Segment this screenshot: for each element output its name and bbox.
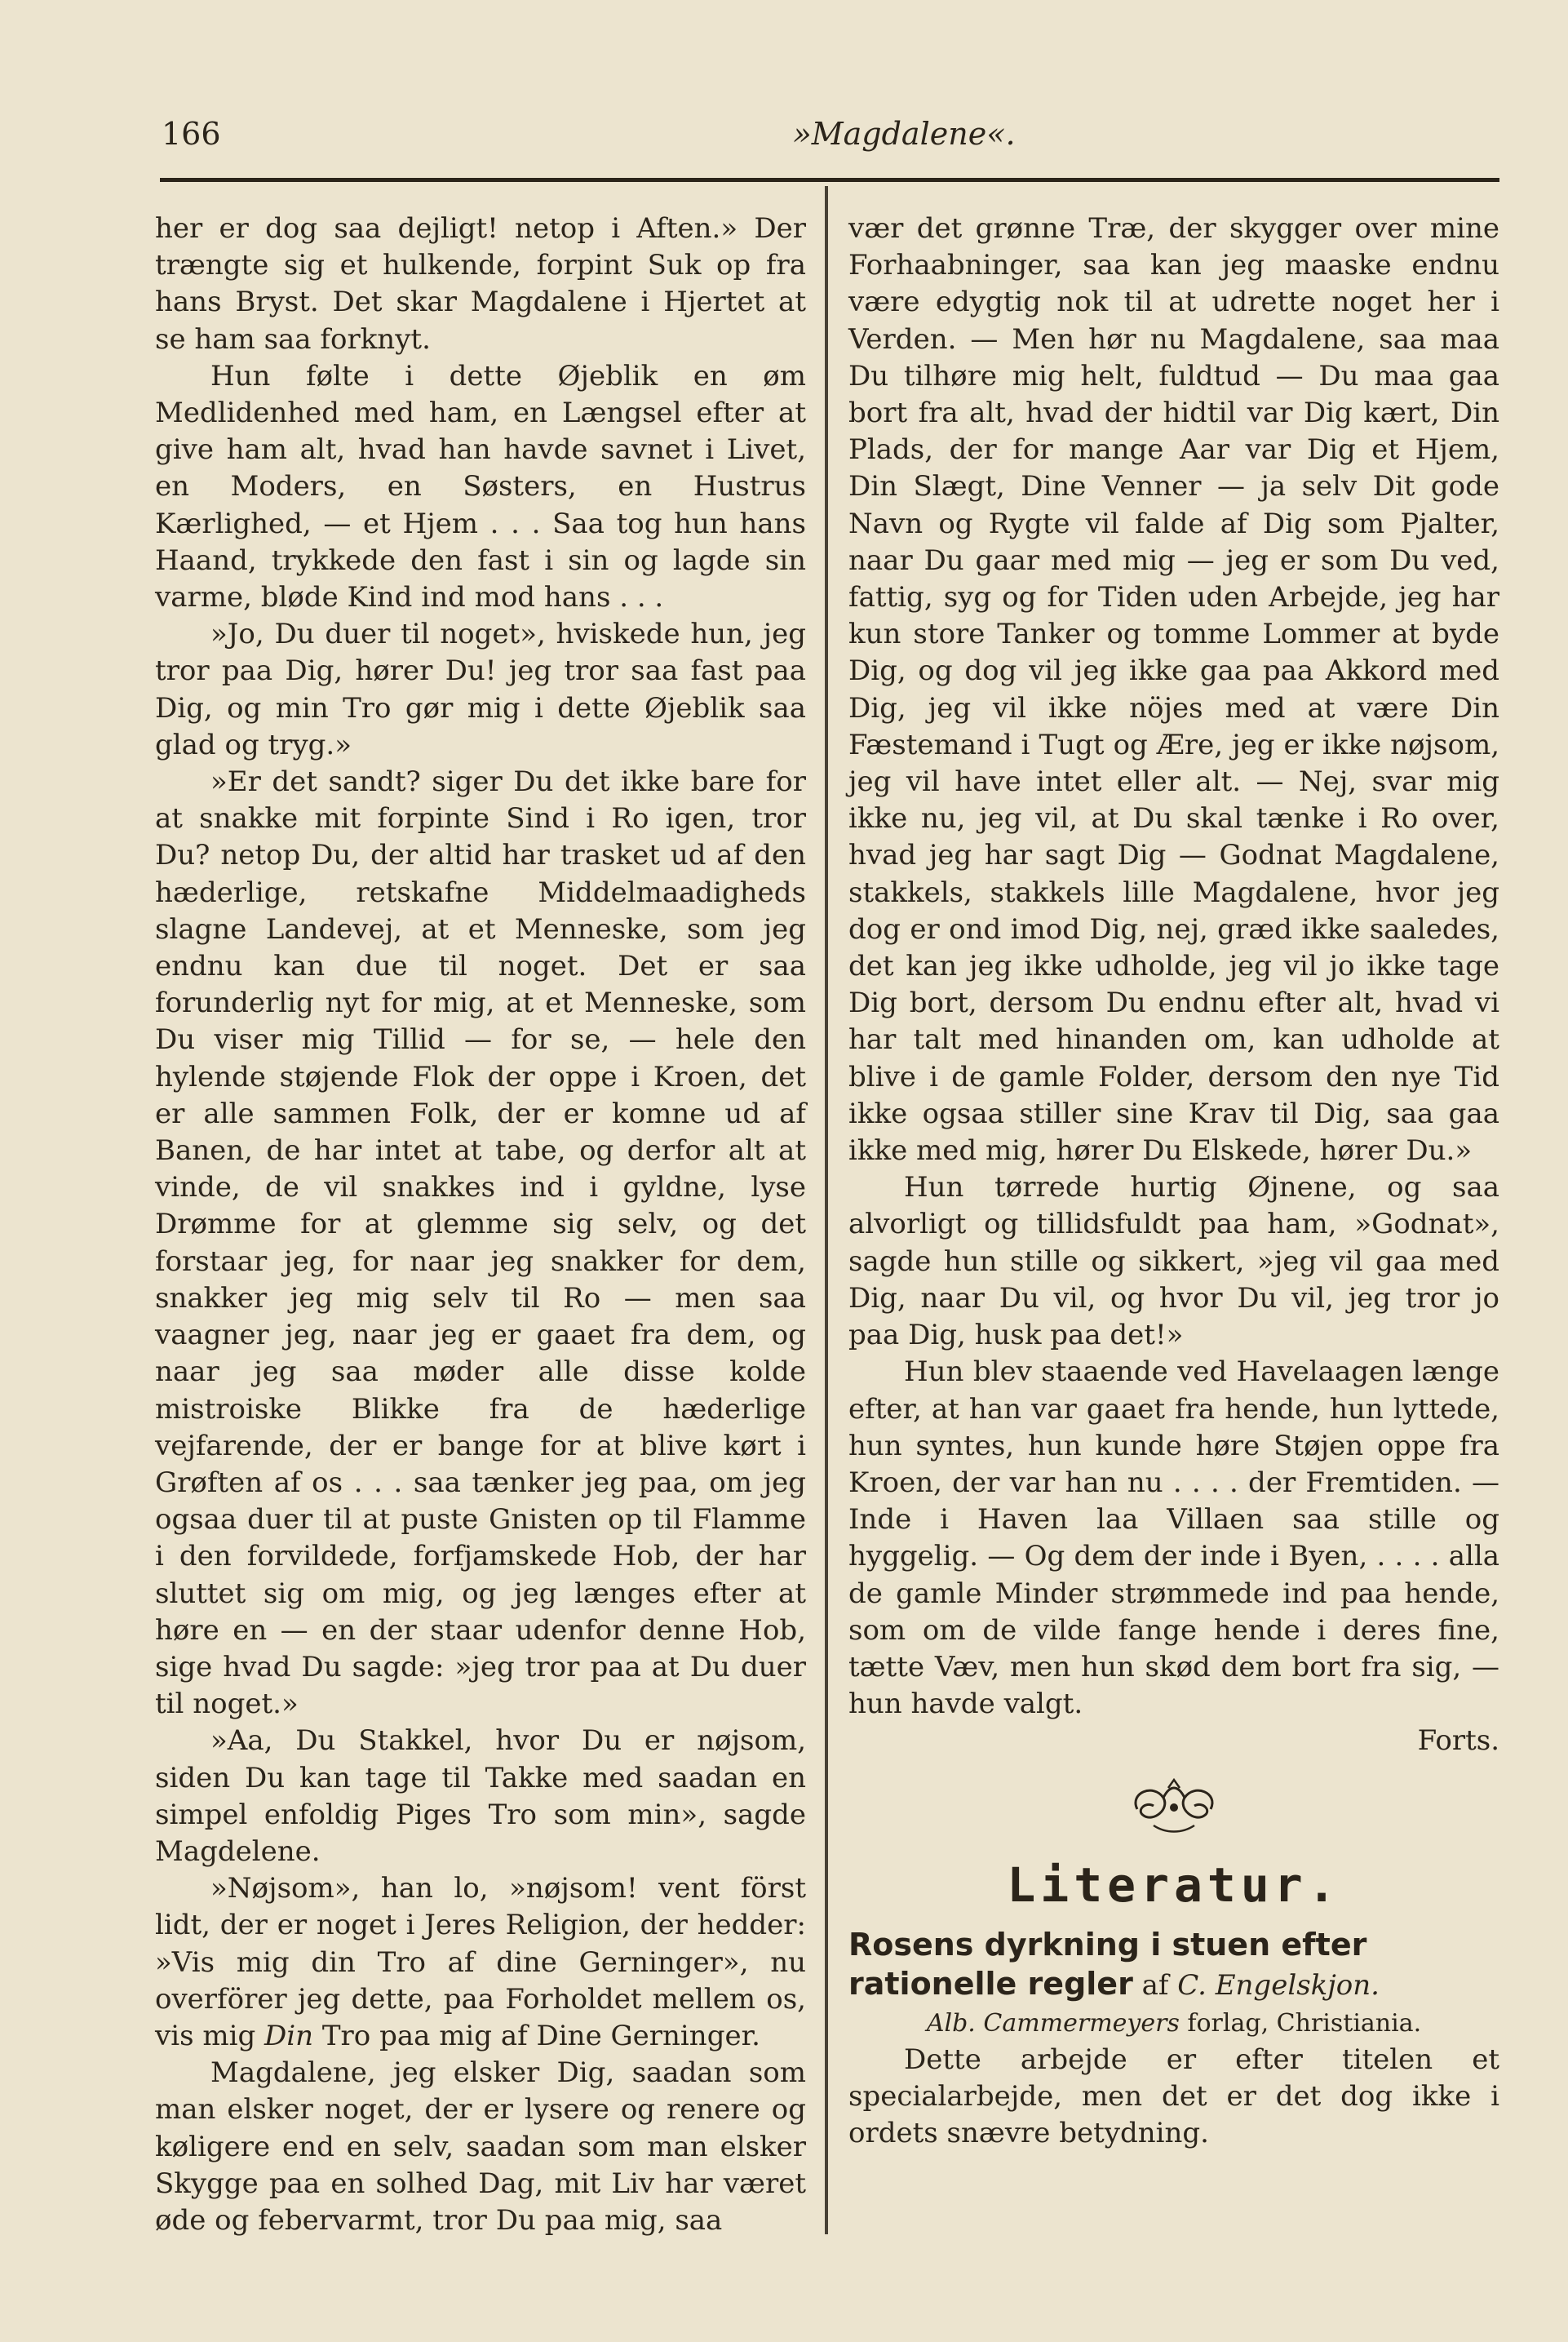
paragraph: Hun tørrede hurtig Øjnene, og saa alvorligt og tillidsfuldt paa ham, »Godnat», sagde hun stille og sikkert, »jeg vil gaa med Dig, naar Du vil, og hvor Du vil, jeg tror jo paa Dig, husk paa det!» bbox=[848, 1171, 1499, 1352]
ornament-icon bbox=[1121, 1776, 1227, 1835]
right-column bbox=[848, 211, 1499, 2152]
running-title: »Magdalene«. bbox=[792, 116, 1016, 152]
paragraph: »Aa, Du Stakkel, hvor Du er nøjsom, siden Du kan tage til Takke med saadan en simpel enfoldig Piges Tro som min», sagde Magdelene. bbox=[155, 1724, 806, 1868]
review-title bbox=[848, 1925, 1499, 2005]
paragraph: »Jo, Du duer til noget», hviskede hun, jeg tror paa Dig, hører Du! jeg tror saa fast paa Dig, og min Tro gør mig i dette Øjeblik saa glad og tryg.» bbox=[155, 618, 806, 761]
paragraph: Hun blev staaende ved Havelaagen længe efter, at han var gaaet fra hende, hun lyttede, hun syntes, hun kunde høre Støjen oppe fra Kroen, der var han nu . . . . der Fremtiden. — Inde i Haven laa Villaen saa stille og hyggelig. — Og dem der inde i Byen, . . . . alla de gamle Minder strømmede ind paa hende, som om de vilde fange hende i deres fine, tætte Væv, men hun skød dem bort fra sig, — hun havde valgt. bbox=[848, 1355, 1499, 1721]
by-word: af bbox=[1132, 1968, 1178, 2002]
paragraph bbox=[155, 1870, 806, 2055]
left-column bbox=[155, 211, 806, 2239]
publisher-name: Alb. Cammermeyers bbox=[926, 2008, 1180, 2038]
review-text: Dette arbejde er efter titelen et specialarbejde, men det er det dog ikke i ordets snævre betydning. bbox=[848, 2043, 1499, 2150]
book-title: Rosens dyrkning i stuen efter rationelle regler bbox=[848, 1926, 1367, 2002]
page-number: 166 bbox=[162, 116, 221, 152]
emphasis: Din bbox=[264, 2019, 314, 2052]
publisher-rest: forlag, Christiania. bbox=[1179, 2008, 1422, 2038]
paragraph-text: Tro paa mig af Dine Gerninger. bbox=[313, 2019, 760, 2052]
paragraph: Magdalene, jeg elsker Dig, saadan som man elsker noget, der er lysere og renere og køligere end en selv, saadan som man elsker Skygge paa en solhed Dag, mit Liv har været øde og febervarmt, tror Du paa mig, saa bbox=[155, 2056, 806, 2237]
page-header bbox=[162, 116, 1499, 165]
paragraph: her er dog saa dejligt! netop i Aften.» Der trængte sig et hulkende, forpint Suk op fra hans Bryst. Det skar Magdalene i Hjertet at se ham saa forknyt. bbox=[155, 212, 806, 356]
publisher-line bbox=[848, 2005, 1499, 2042]
header-rule bbox=[160, 178, 1499, 182]
column-divider bbox=[825, 186, 828, 2234]
paragraph: Hun følte i dette Øjeblik en øm Medlidenhed med ham, en Længsel efter at give ham alt, hvad han havde savnet i Livet, en Moders, en Søsters, en Hustrus Kærlighed, — et Hjem . . . Saa tog hun hans Haand, trykkede den fast i sin og lagde sin varme, bløde Kind ind mod hans . . . bbox=[155, 359, 806, 614]
book-author: C. Engelskjon. bbox=[1177, 1968, 1380, 2002]
paragraph: »Er det sandt? siger Du det ikke bare for at snakke mit forpinte Sind i Ro igen, tror Du? netop Du, der altid har trasket ud af den hæderlige, retskafne Middelmaadigheds slagne Landevej, at et Menneske, som jeg endnu kan due til noget. Det er saa forunderlig nyt for mig, at et Menneske, som Du viser mig Tillid — for se, — hele den hylende støjende Flok der oppe i Kroen, det er alle sammen Folk, der er komne ud af Banen, de har intet at tabe, og derfor alt at vinde, de vil snakkes ind i gyldne, lyse Drømme for at glemme sig selv, og det forstaar jeg, for naar jeg snakker for dem, snakker jeg mig selv til Ro — men saa vaagner jeg, naar jeg er gaaet fra dem, og naar jeg saa møder alle disse kolde mistroiske Blikke fra de hæderlige vejfarende, der er bange for at blive kørt i Grøften af os . . . saa tænker jeg paa, om jeg ogsaa duer til at puste Gnisten op til Flamme i den forvildede, forfjamskede Hob, der har sluttet sig om mig, og jeg længes efter at høre en — en der staar udenfor denne Hob, sige hvad Du sagde: »jeg tror paa at Du duer til noget.» bbox=[155, 765, 806, 1721]
paragraph-text: »Nøjsom», han lo, »nøjsom! vent först lidt, der er noget i Jeres Religion, der hedder: »Vis mig din Tro af dine Gerninger», nu overförer jeg dette, paa Forholdet mellem os, vis mig bbox=[155, 1872, 806, 2052]
continued-marker: Forts. bbox=[1417, 1724, 1499, 1758]
section-heading: Literatur. bbox=[1007, 1856, 1341, 1913]
paragraph: vær det grønne Træ, der skygger over mine Forhaabninger, saa kan jeg maaske endnu være edygtig nok til at udrette noget her i Verden. — Men hør nu Magdalene, saa maa Du tilhøre mig helt, fuldtud — Du maa gaa bort fra alt, hvad der hidtil var Dig kært, Din Plads, der for mange Aar var Dig et Hjem, Din Slægt, Dine Venner — ja selv Dit gode Navn og Rygte vil falde af Dig som Pjalter, naar Du gaar med mig — jeg er som Du ved, fattig, syg og for Tiden uden Arbejde, jeg har kun store Tanker og tomme Lommer at byde Dig, og dog vil jeg ikke gaa paa Akkord med Dig, jeg vil ikke nöjes med at være Din Fæstemand i Tugt og Ære, jeg er ikke nøjsom, jeg vil have intet eller alt. — Nej, svar mig ikke nu, jeg vil, at Du skal tænke i Ro over, hvad jeg har sagt Dig — Godnat Magdalene, stakkels, stakkels lille Magdalene, hvor jeg dog er ond imod Dig, nej, græd ikke saaledes, det kan jeg ikke udholde, jeg vil jo ikke tage Dig bort, dersom Du endnu efter alt, hvad vi har talt med hinanden om, kan udholde at blive i de gamle Folder, dersom den nye Tid ikke ogsaa stiller sine Krav til Dig, saa gaa ikke med mig, hører Du Elskede, hører Du.» bbox=[848, 212, 1499, 1168]
